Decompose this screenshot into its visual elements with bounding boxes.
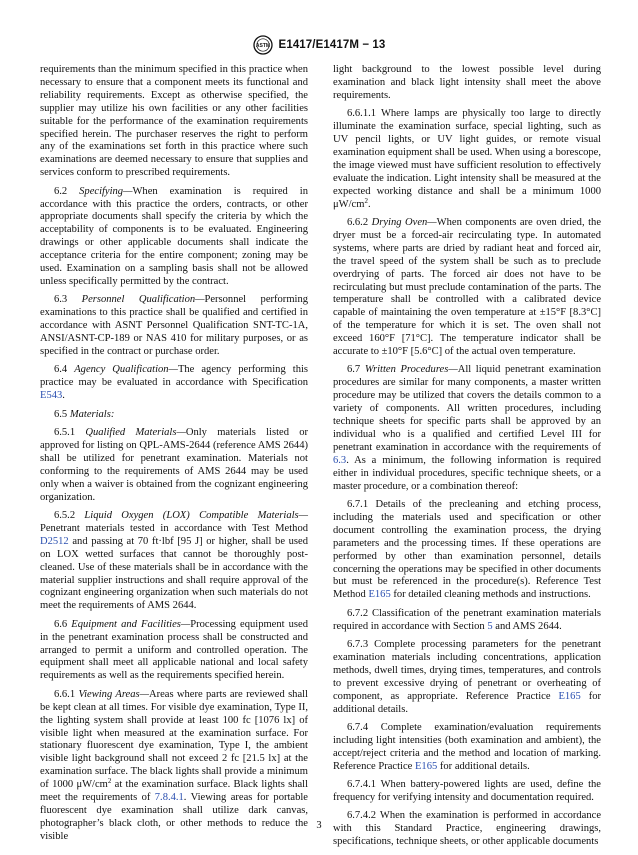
link-e543[interactable]: E543 <box>40 390 63 402</box>
link-e165[interactable]: E165 <box>558 690 581 702</box>
link-7-8-4-1[interactable]: 7.8.4.1 <box>154 792 184 804</box>
link-section-5[interactable]: 5 <box>487 620 493 632</box>
section-6-6-1-1: 6.6.1.1 Where lamps are physically too large to directly illuminate the examination surface, special lighting, such as UV pencil lights, or UV light guides, or remote visual examination equipment shall be used. When using a borescope, the image viewed must have sufficient resolution to effectively evaluate the indication. Light intensity shall be measured at the expected working distance and shall be a minimum 1000 $\mu W/cm^2$. <box>333 108 601 210</box>
section-6-7-4-2: 6.7.4.2 When the examination is performed in accordance with this Standard Practice, engineering drawings, specifications, technique sheets, or other applicable documents <box>333 810 601 848</box>
svg-text:ASTM: ASTM <box>255 43 270 49</box>
section-6-7: 6.7 Written Procedures—All liquid penetrant examination procedures are similar for many components, a master written procedure may be utilized that covers the details common to a variety of components. All written procedures, including technique sheets for specific parts shall be approved by an individual who is a qualified and certified Level III for penetrant examination in accordance with the requirements of 6.3. As a minimum, the following information is required either in individual procedures, specific technique sheets, or a master procedure, or a combination thereof: <box>333 364 602 492</box>
section-6-6: 6.6 Equipment and Facilities—Processing equipment used in the penetrant examination process shall be constructed and arranged to permit a uniform and controlled operation. The equipment shall meet all applicable national and local safety requirements as well as the requirements specified herein. <box>40 618 308 682</box>
section-6-7-3: 6.7.3 Complete processing parameters for the penetrant examination materials including concentrations, application methods, dwell times, drying times, temperatures, and controls to prevent excessive drying of penetrant or overheating of component, as appropriate. Reference Practice E165 for additional details. <box>333 639 602 715</box>
section-6-5-1: 6.5.1 Qualified Materials—Only materials listed or approved for listing on QPL-AMS-2644 (reference AMS 2644) shall be utilized for penetrant examination. Materials not conforming to the requirements of AMS 2644 may be used only when a waiver is obtained from the cognizant engineering organization. <box>40 427 309 503</box>
link-e165[interactable]: E165 <box>414 760 438 772</box>
page-header <box>0 34 638 56</box>
section-6-7-1: 6.7.1 Details of the precleaning and etching process, including the materials used and specification or other document controlling the examination process, the drying parameters and the processing times. If these operations are performed by other than examination personnel, details concerning the operations may be specified in other documents but must be referenced in the procedure(s). Reference Test Method E165 for detailed cleaning methods and instructions. <box>333 499 601 601</box>
paragraph-continued: light background to the lowest possible level during examination and black light intensity shall meet the above requirements. <box>333 64 601 101</box>
right-column <box>333 64 601 855</box>
left-column <box>40 64 308 849</box>
link-d2512[interactable]: D2512 <box>40 535 69 547</box>
page-number: 3 <box>316 820 322 831</box>
section-6-5: 6.5 Materials: <box>54 408 115 420</box>
section-6-5-2: 6.5.2 Liquid Oxygen (LOX) Compatible Materials—Penetrant materials tested in accordance with Test Method D2512 and passing at 70 ft·lbf [95 J] or higher, shall be used on LOX wetted surfaces that cannot be thoroughly post-cleaned. Use of these materials shall be in accordance with the material supplier instructions and shall require approval of the cognizant engineering organization when such materials do not meet the requirements of AMS 2644. <box>40 510 309 612</box>
section-6-2: 6.2 Specifying—When examination is required in accordance with this practice the orders, contracts, or other appropriate documents shall specify the criteria by which the acceptability of components is to be evaluated. Engineering drawings or other applicable documents shall indicate the acceptance criteria for the entire component; zoning may be used. Examination on a sampling basis shall not be allowed unless specifically permitted by the contract. <box>40 185 308 287</box>
link-6-3[interactable]: 6.3 <box>333 454 347 466</box>
section-6-6-2: 6.6.2 Drying Oven—When components are oven dried, the dryer must be a forced-air recirculating type. In automated systems, where parts are dried by radiant heat and forced air, the travel speed of the system shall be such as to preclude overdrying of parts. The forced air does not have to be recirculating but must preclude contamination of the parts. The temperature shall be controlled with a calibrated device capable of maintaining the oven temperature at ±15°F [8.3°C] of the temperature for which it is set. The oven shall not exceed 160°F [71°C]. The temperature indicator shall be accurate to ±10°F [5.6°C] of the actual oven temperature. <box>333 216 602 358</box>
section-6-4: 6.4 Agency Qualification—The agency performing this practice may be evaluated in accordance with Specification E543. <box>40 364 309 402</box>
section-6-7-2: 6.7.2 Classification of the penetrant examination materials required in accordance with Section 5 and AMS 2644. <box>333 607 601 632</box>
paragraph-continued: requirements than the minimum specified in this practice when necessary to ensure that a component meets its functional and reliability requirements. Except as otherwise specified, the supplier may utilize his own facilities or any other facilities suitable for the performance of the examination requirements specified herein. The purchaser reserves the right to perform any of the examinations set forth in this practice where such examinations are deemed necessary to ensure that supplies and services conform to prescribed requirements. <box>40 64 308 179</box>
section-6-7-4: 6.7.4 Complete examination/evaluation requirements including light intensities (both examination and ambient), the accept/reject criteria and the method and location of marking. Reference Practice E165 for additional details. <box>333 722 601 772</box>
section-6-7-4-1: 6.7.4.1 When battery-powered lights are used, define the frequency for verifying intensity and documentation required. <box>333 779 601 804</box>
link-e165[interactable]: E165 <box>368 589 391 601</box>
section-6-6-1: 6.6.1 Viewing Areas—Areas where parts are reviewed shall be kept clean at all times. For visible dye examination, Type II, the lighting system shall provide at least 100 fc [1076 lx] of visible light when measured at the examination surface. For stationary fluorescent dye examination, Type I, the ambient visible light background shall not exceed 2 fc [21.5 lx] at the examination surface. The black lights shall provide a minimum of 1000 $\mu W/cm^2$ at the examination surface. Black lights shall meet the requirements of 7.8.4.1. Viewing areas for portable fluorescent dye examination shall utilize dark canvas, photographer’s black cloth, or other methods to reduce the visible <box>40 688 309 842</box>
astm-logo <box>253 35 273 55</box>
section-6-3: 6.3 Personnel Qualification—Personnel performing examinations to this practice shall be qualified and certified in accordance with ASNT Personnel Qualification SNT-TC-1A, ANSI/ASNT-CP-189 or NAS 410 for military purposes, or as specified in the contract or purchase order. <box>40 294 308 358</box>
standard-designation: E1417/E1417M − 13 <box>278 39 386 51</box>
